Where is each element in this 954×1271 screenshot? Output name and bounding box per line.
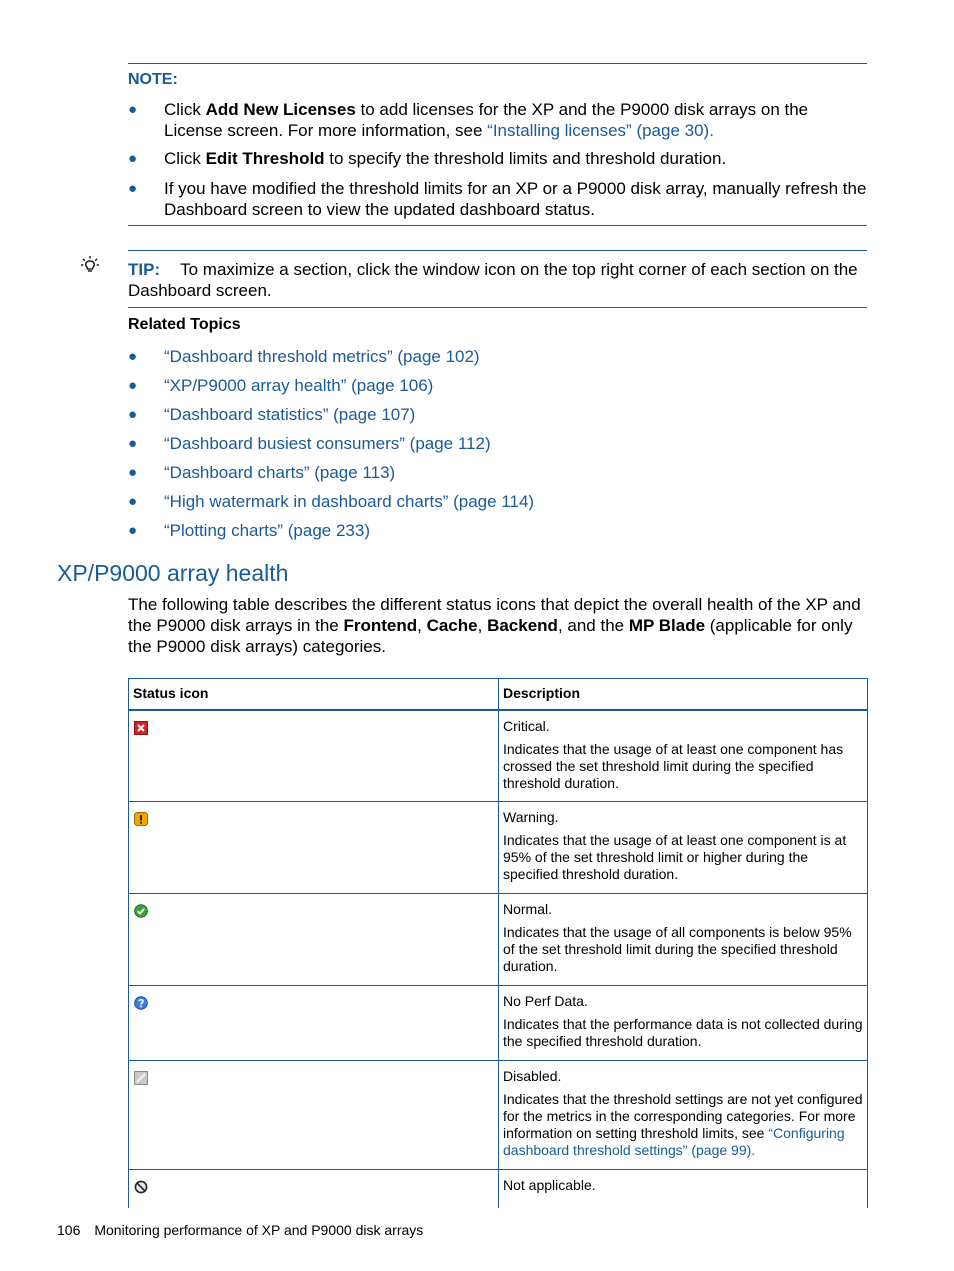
configuring-threshold-link[interactable]: “Configuring dashboard threshold settings” (page 99): [503, 1124, 845, 1158]
note-item: ● Click Edit Threshold to specify the threshold limits and threshold duration.: [128, 149, 727, 168]
table-row: [129, 893, 868, 985]
table-row: [129, 801, 868, 893]
status-title: Critical.: [503, 718, 550, 734]
status-icon-header: Status icon: [129, 679, 499, 711]
table-row: [129, 1169, 868, 1208]
note-label: NOTE:: [128, 71, 178, 88]
tip-text: TIP: To maximize a section, click the window icon on the top right corner of each section on the Dashboard screen.: [128, 260, 858, 300]
table-row: [129, 1060, 868, 1169]
related-link[interactable]: “Dashboard charts” (page 113): [164, 463, 396, 482]
tip-label: TIP:: [128, 260, 161, 279]
section-title: XP/P9000 array health: [57, 560, 289, 586]
installing-licenses-link[interactable]: “Installing licenses” (page 30): [487, 121, 710, 140]
page-number: 106: [57, 1222, 81, 1238]
related-link[interactable]: “High watermark in dashboard charts” (page 114): [164, 492, 535, 511]
status-title: Normal.: [503, 900, 553, 917]
related-topics-list: [128, 346, 867, 541]
note-item: ● If you have modified the threshold limits for an XP or a P9000 disk array, manually refresh the Dashboard screen to view the updated dashboard status.: [128, 179, 867, 219]
disabled-icon: [134, 1071, 148, 1085]
status-title: Disabled.: [503, 1067, 562, 1084]
related-link[interactable]: “Plotting charts” (page 233): [164, 521, 370, 540]
note-bottom-rule: [128, 225, 867, 226]
status-title: No Perf Data.: [503, 992, 588, 1009]
not-applicable-icon: [134, 1180, 148, 1194]
status-description: Indicates that the threshold settings are not yet configured for the metrics in the corresponding categories. For more information on setting threshold limits, see “Configuring dashboard threshold settings” (page 99).: [503, 1090, 863, 1158]
status-icon-table: [128, 678, 868, 1208]
status-description: Indicates that the usage of all components is below 95% of the set threshold limit during the specified threshold duration.: [503, 923, 852, 974]
section-intro: The following table describes the different status icons that depict the overall health of the XP and the P9000 disk arrays in the Frontend, Cache, Backend, and the MP Blade (applicable for only the P9000 disk arrays) categories.: [128, 595, 861, 656]
related-link[interactable]: “XP/P9000 array health” (page 106): [164, 376, 434, 395]
related-topic-item: ● “Plotting charts” (page 233): [128, 521, 370, 540]
normal-icon: [134, 904, 148, 918]
related-topic-item: ● “XP/P9000 array health” (page 106): [128, 376, 434, 395]
footer-title: Monitoring performance of XP and P9000 disk arrays: [94, 1222, 424, 1238]
page-footer: [57, 1222, 423, 1238]
related-topic-item: ● “High watermark in dashboard charts” (page 114): [128, 492, 535, 511]
status-description: Indicates that the performance data is not collected during the specified threshold duration.: [503, 1015, 863, 1049]
related-topic-item: ● “Dashboard busiest consumers” (page 112): [128, 434, 491, 453]
no-perf-data-icon: [134, 996, 148, 1010]
status-title: Not applicable.: [503, 1176, 596, 1193]
related-topic-item: ● “Dashboard charts” (page 113): [128, 463, 396, 482]
note-top-rule: [128, 63, 867, 64]
status-title: Warning.: [503, 808, 559, 825]
lightbulb-icon: [80, 255, 100, 275]
table-row: [129, 985, 868, 1060]
tip-bottom-rule: [128, 307, 867, 308]
status-description: Indicates that the usage of at least one component is at 95% of the set threshold limit or higher during the specified threshold duration.: [503, 831, 847, 882]
critical-icon: [134, 721, 148, 735]
description-header: Description: [499, 679, 868, 711]
status-description: Indicates that the usage of at least one component has crossed the set threshold limit during the specified threshold duration.: [503, 741, 844, 791]
related-link[interactable]: “Dashboard statistics” (page 107): [164, 405, 416, 424]
related-topic-item: ● “Dashboard statistics” (page 107): [128, 405, 416, 424]
note-item: ● Click Add New Licenses to add licenses for the XP and the P9000 disk arrays on the License screen. For more information, see “Installing licenses” (page 30).: [128, 100, 809, 140]
related-topic-item: ● “Dashboard threshold metrics” (page 102): [128, 347, 480, 366]
related-link[interactable]: “Dashboard threshold metrics” (page 102): [164, 347, 480, 366]
related-link[interactable]: “Dashboard busiest consumers” (page 112): [164, 434, 491, 453]
related-topics-title: Related Topics: [128, 316, 241, 333]
warning-icon: [134, 812, 148, 826]
tip-top-rule: [128, 250, 867, 251]
table-row: [129, 710, 868, 801]
note-list: [128, 99, 867, 220]
table-header-row: [129, 679, 868, 711]
